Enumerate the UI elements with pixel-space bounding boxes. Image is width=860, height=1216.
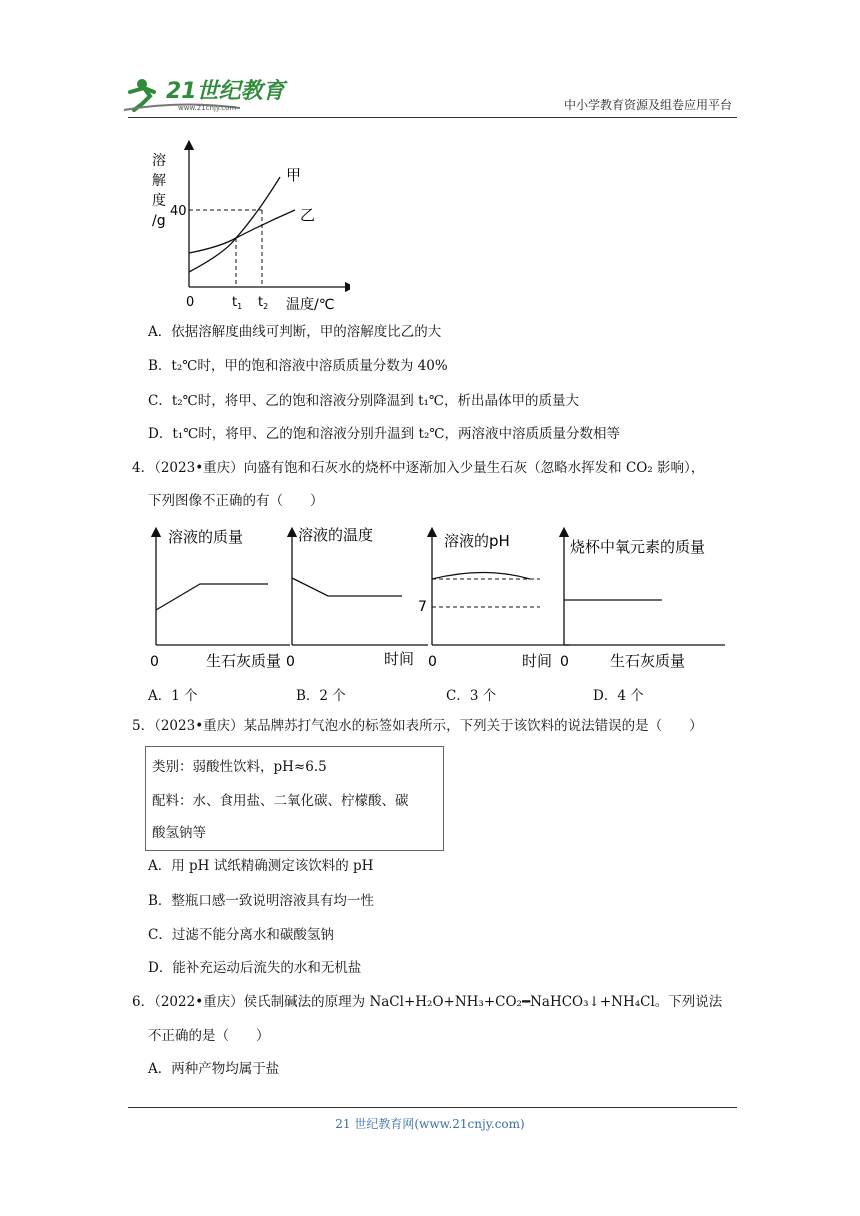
y-tick-40: 40 [170, 204, 187, 219]
svg-text:溶液的质量: 溶液的质量 [168, 528, 244, 546]
svg-text:生石灰质量: 生石灰质量 [206, 652, 282, 670]
label-line: 酸氢钠等 [152, 825, 206, 841]
origin: 0 [186, 295, 195, 310]
svg-text:时间: 时间 [522, 652, 553, 670]
footer-divider [128, 1107, 737, 1108]
footer-text: 21 世纪教育网(www.21cnjy.com) [335, 1117, 525, 1131]
graph-oxygen-mass [560, 532, 725, 670]
header-divider [128, 117, 737, 118]
platform-name: 中小学教育资源及组卷应用平台 [563, 98, 732, 112]
svg-text:生石灰质量: 生石灰质量 [610, 652, 686, 670]
q3-option-b: B．t₂℃时，甲的饱和溶液中溶质质量分数为 40% [148, 358, 448, 374]
svg-text:7: 7 [418, 599, 427, 615]
xlabel: 温度/℃ [286, 297, 335, 313]
logo-text: 21世纪教育 [166, 79, 285, 104]
q5-stem: 5．（2023•重庆）某品牌苏打气泡水的标签如表所示，下列关于该饮料的说法错误的是（ ） [132, 718, 703, 734]
label-yi: 乙 [300, 206, 316, 224]
q5-option-c: C．过滤不能分离水和碳酸氢钠 [148, 927, 334, 943]
q6-stem-line2: 不正确的是（ ） [148, 1028, 270, 1044]
tick-t2: $t_2$ [258, 295, 269, 311]
q5-label-box [145, 746, 444, 851]
ylabel-char: /g [152, 213, 166, 229]
label-line: 类别：弱酸性饮料，pH≈6.5 [152, 759, 327, 775]
q6-stem-line1: 6．（2022•重庆）侯氏制碱法的原理为 NaCl+H₂O+NH₃+CO₂━NaHCO₃↓+NH₄Cl。下列说法 [132, 994, 723, 1010]
q5-option-b: B．整瓶口感一致说明溶液具有均一性 [148, 893, 374, 909]
tick-t1: $t_1$ [232, 295, 243, 311]
graph-solution-temperature [286, 526, 428, 670]
q4-option-d: D．4 个 [593, 688, 644, 704]
ylabel-char: 溶 [152, 153, 166, 169]
svg-text:0: 0 [150, 654, 159, 670]
graph-solution-ph [418, 532, 570, 670]
svg-text:溶液的pH: 溶液的pH [444, 532, 510, 550]
q4-option-c: C．3 个 [446, 688, 497, 704]
svg-text:0: 0 [286, 654, 295, 670]
q3-option-d: D．t₁℃时，将甲、乙的饱和溶液分别升温到 t₂℃，两溶液中溶质质量分数相等 [148, 426, 620, 442]
logo-url: www.21cnjy.com [178, 104, 237, 112]
q4-option-a: A．1 个 [148, 688, 198, 704]
q4-stem-line2: 下列图像不正确的有（ ） [148, 493, 324, 509]
label-line: 配料：水、食用盐、二氧化碳、柠檬酸、碳 [152, 793, 409, 809]
q4-option-b: B．2 个 [296, 688, 346, 704]
svg-text:烧杯中氧元素的质量: 烧杯中氧元素的质量 [570, 538, 706, 556]
curve-jia [189, 177, 280, 272]
label-jia: 甲 [286, 166, 302, 184]
svg-text:溶液的温度: 溶液的温度 [298, 526, 374, 544]
q6-option-a: A．两种产物均属于盐 [148, 1061, 280, 1077]
svg-text:0: 0 [428, 654, 437, 670]
graph-solution-mass [150, 528, 290, 670]
q4-graphs [140, 520, 730, 675]
q5-option-d: D．能补充运动后流失的水和无机盐 [148, 960, 362, 976]
ylabel-char: 度 [152, 193, 166, 209]
q4-stem-line1: 4．（2023•重庆）向盛有饱和石灰水的烧杯中逐渐加入少量生石灰（忽略水挥发和 CO₂ 影响）， [132, 460, 705, 476]
ylabel-char: 解 [152, 173, 166, 189]
svg-text:0: 0 [560, 654, 569, 670]
q3-option-c: C．t₂℃时，将甲、乙的饱和溶液分别降温到 t₁℃，析出晶体甲的质量大 [148, 393, 580, 409]
q3-option-a: A．依据溶解度曲线可判断，甲的溶解度比乙的大 [148, 324, 442, 340]
site-logo [120, 70, 295, 114]
q5-option-a: A．用 pH 试纸精确测定该饮料的 pH [148, 858, 374, 874]
solubility-graph [140, 135, 350, 320]
svg-text:时间: 时间 [384, 650, 415, 668]
